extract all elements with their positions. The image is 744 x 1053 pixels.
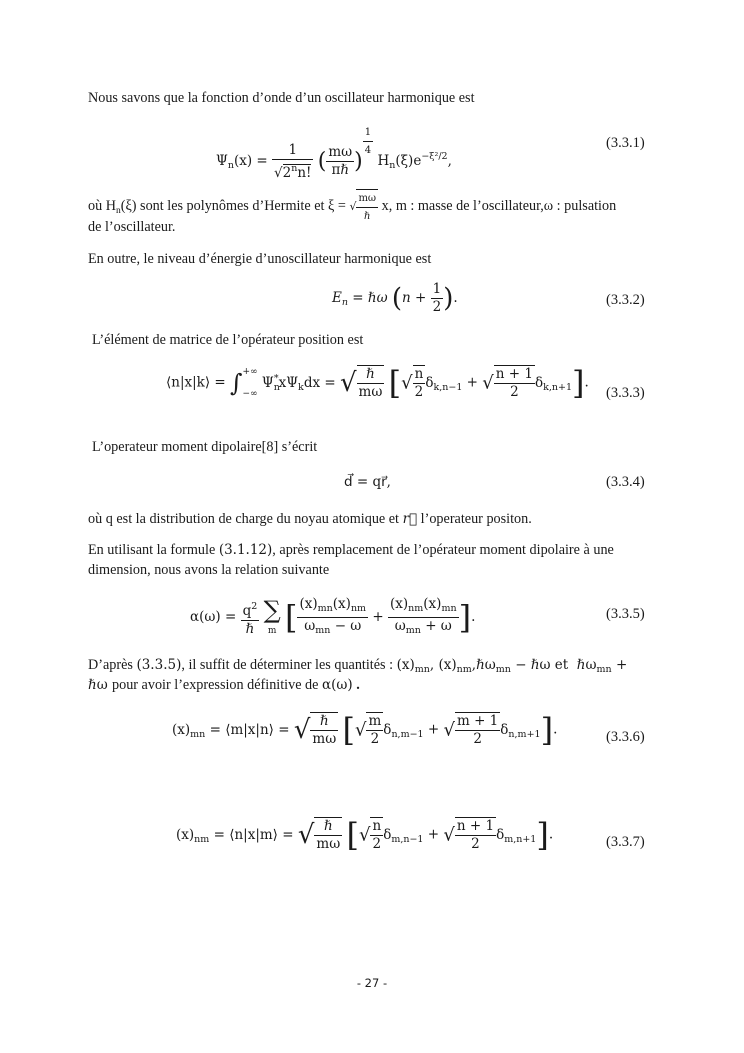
equation-x-mn: $(x)_{mn}$ = ⟨m|x|n⟩ = √ $\frac{\text{ℏ}}{m\omega}$ [√ $\frac{m}{2}$ $\delta_{n,m-1}$ + √ $\frac{m + 1}{2}$ $\delta_{n,m+1}$]. [172, 711, 558, 749]
paragraph-wavefunction-intro: Nous savons que la fonction d’onde d’un oscillateur harmonique est [88, 90, 475, 106]
text-mass-pulsation: x, m : masse de l’oscillateur,ω : pulsation [381, 198, 617, 214]
text-determine: , il suffit de déterminer les quantités : [181, 657, 394, 673]
paragraph-energy-intro: En outre, le niveau d’énergie d’unoscillateur harmonique est [88, 251, 432, 267]
equation-dipole: d⃗ = qr⃗, [344, 474, 391, 490]
text-ou-h: où H [88, 198, 116, 214]
equation-wavefunction: $\Psi_n(x)$ = $\frac{1}{√2^nn!}$ ( $\frac{m\omega}{\text{πℏ}}$ ) $\frac{1}{4}$ $H_n(\xi)e^{-\xi^2/2}$, [216, 124, 452, 182]
paragraph-charge-distribution: où q est la distribution de charge du noyau atomique et r⃗ l’operateur positon. [88, 511, 532, 527]
paragraph-dipole-operator: L’operateur moment dipolaire[8] s’écrit [92, 439, 318, 455]
page-number: - 27 - [356, 976, 388, 990]
text-period: . [356, 677, 360, 693]
equation-number-3-3-2: (3.3.2) [606, 292, 645, 308]
equation-number-3-3-7: (3.3.7) [606, 834, 645, 850]
text-sub-n: n [115, 206, 121, 216]
paragraph-oscillator: de l’oscillateur. [88, 219, 176, 235]
paragraph-hermite-definition: où $H_n(\xi)$ sont les polynômes d’Hermite et ξ = √ $\frac{m\omega}{\text{ℏ}}$ x, m : masse de l’oscillateur,ω : pulsation [88, 189, 616, 225]
equation-number-3-3-1: (3.3.1) [606, 135, 645, 151]
text-hermite: (ξ) sont les polynômes d’Hermite et ξ = [120, 198, 346, 214]
text-according-to: D’après [88, 657, 133, 673]
text-position-operator: l’operateur positon. [420, 511, 532, 527]
equation-number-3-3-6: (3.3.6) [606, 729, 645, 745]
paragraph-formula-usage [88, 541, 614, 559]
paragraph-definitive-expression: ℏω pour avoir l’expression définitive de α(ω) . [88, 677, 360, 693]
equation-matrix-element: ⟨n|x|k⟩ = ∫ +∞ −∞ $\Psi_n^*x\Psi_kdx$ = √ $\frac{\text{ℏ}}{m\omega}$ [√ $\frac{n}{2}$ $\delta_{k,n-1}$ + √ $\frac{n + 1}{2}$ $\delta_{k,n+1}$]. [166, 364, 589, 402]
equation-x-nm: $(x)_{nm}$ = ⟨n|x|m⟩ = √ $\frac{\text{ℏ}}{m\omega}$ [√ $\frac{n}{2}$ $\delta_{m,n-1}$ + √ $\frac{n + 1}{2}$ $\delta_{m,n+1}$]. [176, 816, 554, 854]
equation-energy: $E_n$ = ℏω (n + $\frac{1}{2}$ ). [332, 281, 458, 315]
equation-number-3-3-4: (3.3.4) [606, 474, 645, 490]
text-after-replacement: , après remplacement de l’opérateur moment dipolaire à une [272, 542, 614, 558]
paragraph-quantities: D’après (3.3.5), il suffit de déterminer les quantités : $(x)_{mn}$, $(x)_{nm},\hbar\omega_{mn}$ − ℏω et ℏω$_{mn}$ + [88, 657, 628, 675]
paragraph-matrix-element: L’élément de matrice de l’opérateur position est [92, 332, 364, 348]
paragraph-relation: dimension, nous avons la relation suivante [88, 562, 330, 578]
equation-reference: (3.3.5) [136, 657, 182, 673]
text-definitive: pour avoir l’expression définitive de [112, 677, 319, 693]
equation-number-3-3-5: (3.3.5) [606, 606, 645, 622]
text-using-formula: En utilisant la formule [88, 542, 216, 558]
equation-polarizability: α(ω) = $\frac{q^2}{\text{ℏ}}$ ∑ m [ $\frac{(x)_{mn}(x)_{nm}}{\omega_{mn} - \omega}$ + $\frac{(x)_{nm}(x)_{mn}}{\omega_{mn} + \omega}$ ]. [190, 595, 476, 637]
equation-number-3-3-3: (3.3.3) [606, 385, 645, 401]
text-charge: où q est la distribution de charge du noyau atomique et [88, 511, 400, 527]
formula-reference: (3.1.12) [218, 542, 273, 558]
